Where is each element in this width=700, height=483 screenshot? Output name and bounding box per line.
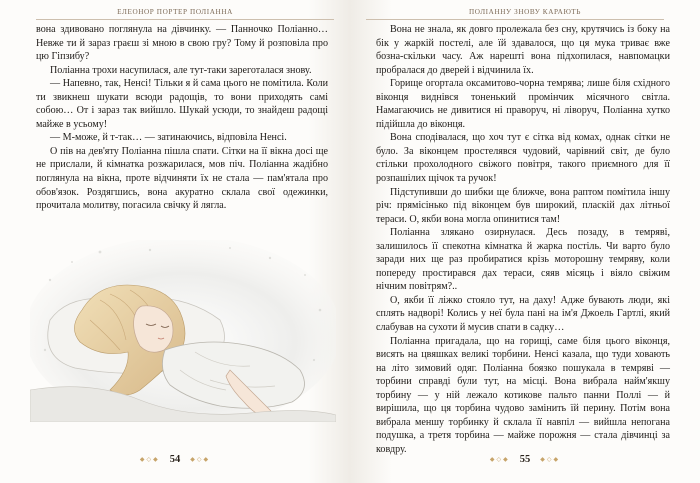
ornament-icon: ◆◇◆ <box>139 457 160 463</box>
paragraph: вона здивовано поглянула на дівчинку. — Панночко Поліанно… Невже ти й зараз граєш зі мною в свою гру? Тому й розповіла про цю Гіпзибу? <box>36 24 328 63</box>
left-page-text <box>36 23 328 213</box>
page-number-left <box>0 454 350 465</box>
page-number-right <box>350 454 700 465</box>
paragraph: Поліанна злякано озирнулася. Десь позаду, в темряві, залишилось її спекотна кімнатка й жарка постіль. Чи варто було заради них ще раз пробиратися крізь моторошну темряву, коли попереду простирався дах тераси, сяяв місяць і віяло свіжим нічним повітрям?.. <box>376 227 670 293</box>
header-rule <box>366 19 664 20</box>
paragraph: Поліанна трохи насупилася, але тут-таки зареготалася знову. <box>50 64 312 76</box>
right-page-text <box>376 23 670 457</box>
running-head-right: ПОЛІАННУ ЗНОВУ КАРАЮТЬ <box>468 8 581 16</box>
ornament-icon: ◆◇◆ <box>190 457 211 463</box>
right-page <box>350 0 700 483</box>
paragraph: Вона сподівалася, що хоч тут є сітка від комах, однак сітки не було. За віконцем простелявся чудовий, чарівний світ, де було стільки прохолодного свіжого повітря, такого приємного для її розпашілих щічок та ручок! <box>376 132 670 185</box>
paragraph: Поліанна пригадала, що на горищі, саме біля цього віконця, висять на цвяшках великі торбини. Ненсі казала, що туди ховають на літо зимовий одяг. Поліанна боязко пошукала в темряві — торбини справді були тут, на місці. Вона вибрала найм'якшу торбину — у ній лежало котикове пальто панни Поллі — й вирішила, що ця торбина чудово замінить їй перину. Потім вона вибрала меншу торбинку й склала її навпіл — вийшла непогана подушка, а третя торбина — майже порожня — стала дівчинці за ковдру. <box>376 335 670 455</box>
paragraph: О, якби її ліжко стояло тут, на даху! Адже бувають люди, які сплять надворі! Колись у неї була пані на ім'я Джоель Гартлі, який слабував на сухоти й мусив спати в садку… <box>376 294 670 334</box>
paragraph: Підступивши до шибки ще ближче, вона раптом помітила іншу річ: прямісінько під віконцем був широкий, пласкій дах літньої тераси. О, якби вона могла опинитися там! <box>376 186 670 225</box>
paragraph: Горище огортала оксамитово-чорна темрява; лише біля східного віконця виднівся тоненький промінчик місячного світла. Намагаючись не дивитися ні праворуч, ні ліворуч, Поліанна хутко підійшла до віконця. <box>376 78 670 130</box>
page-number-text: 54 <box>169 454 181 465</box>
page-number-text: 55 <box>519 454 531 465</box>
running-head-left: ЕЛЕОНОР ПОРТЕР ПОЛІАННА <box>117 8 233 16</box>
ornament-icon: ◆◇◆ <box>540 457 561 463</box>
sleeping-girl-illustration <box>30 240 336 422</box>
paragraph: — Напевно, так, Ненсі! Тільки я й сама цього не помітила. Коли ти звикнеш шукати всюди радощів, то вони приходять самі собою… От і зараз так вийшло. Шукай усюди, то знайдеш радощі майже в усьому! <box>36 78 328 130</box>
ornament-icon: ◆◇◆ <box>489 457 510 463</box>
paragraph: Вона не знала, як довго пролежала без сну, крутячись із боку на бік у жаркій постелі, але їй здавалося, що ця мука триває вже бозна-скільки часу. Аж нарешті вона підхопилася, навпомацки пробралася до дверей і відчинила їх. <box>376 24 670 76</box>
paragraph: О пів на дев'яту Поліанна пішла спати. Сітки на її вікна досі ще не прислали, й кімнатка розжарилася, мов піч. Поліанна жадібно поглянула на вікна, проте відчиняти їх не стала — пам'ятала про обов'язок. Роздягшись, вона акуратно склала свої одежинки, прочитала молитву, погасила свічку й лягла. <box>36 145 328 212</box>
paragraph: — М-може, й т-так… — затинаючись, відповіла Ненсі. <box>50 132 287 144</box>
header-rule <box>36 19 334 20</box>
